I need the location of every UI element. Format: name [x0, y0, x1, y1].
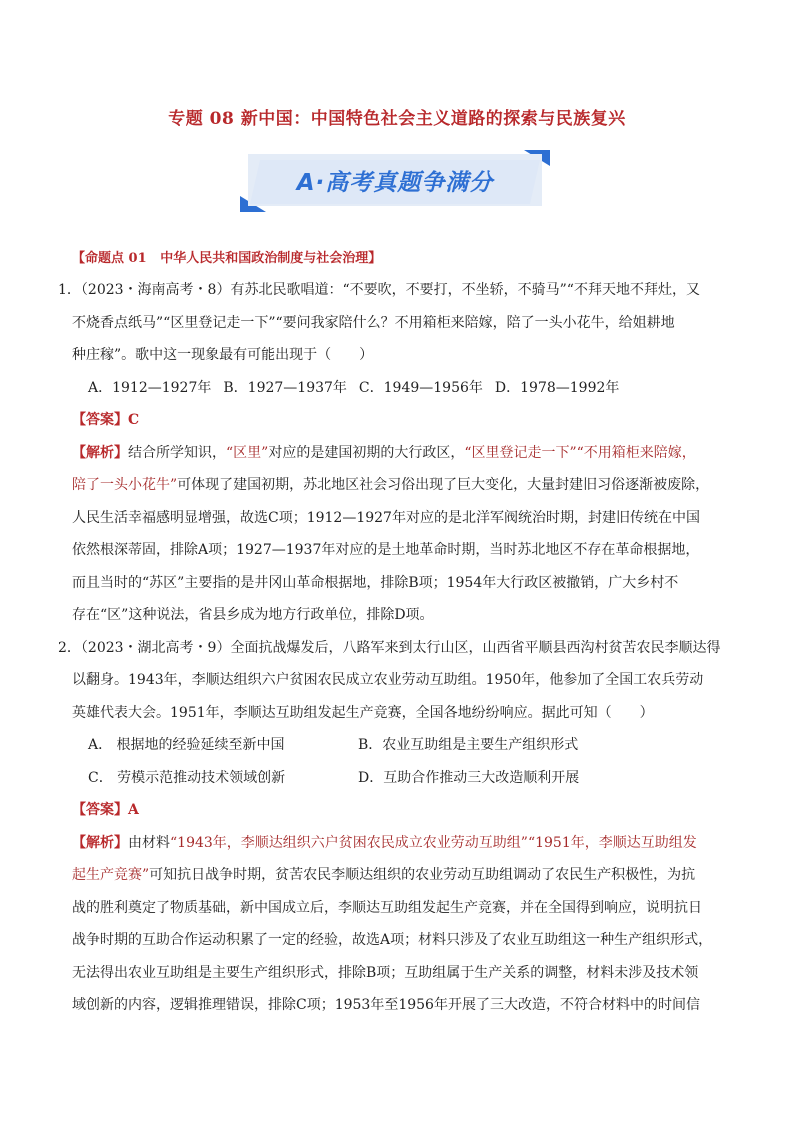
question-1-stem-line2: 不烧香点纸马”“区里登记走一下”“要问我家陪什么？不用箱柜来陪嫁，陪了一头小花牛，给姐耕地	[72, 314, 675, 331]
question-1-stem-line3: 种庄稼”。歌中这一现象最有可能出现于（ ）	[72, 347, 374, 363]
bracket-open: 【	[72, 251, 86, 266]
question-1-analysis	[72, 437, 732, 632]
analysis-label: 【解析】	[72, 444, 128, 461]
question-text: 有苏北民歌唱道：“不要吹，不要打，不坐轿，不骑马”“不拜天地不拜灶，又	[230, 282, 700, 298]
option-d: D．互助合作推动三大改造顺利开展	[358, 769, 580, 786]
question-2-stem-line2: 以翻身。1943年，李顺达组织六户贫困农民成立农业劳动互助组。1950年，他参加了全国工农兵劳动	[72, 672, 704, 688]
question-number: 2．	[58, 639, 81, 656]
analysis-text: 无法得出农业互助组是主要生产组织形式，排除B项；互助组属于生产关系的调整，材料未涉及技术领	[72, 964, 699, 981]
document-title: 专题 08 新中国：中国特色社会主义道路的探索与民族复兴	[168, 109, 626, 129]
analysis-text: 战争时期的互助合作运动积累了一定的经验，故选A项；材料只涉及了农业互助组这一种生产组织形式，	[72, 932, 713, 948]
analysis-text: 由材料	[128, 834, 170, 851]
option-b: B．1927—1937年	[223, 379, 347, 396]
question-text: 全面抗战爆发后，八路军来到太行山区，山西省平顺县西沟村贫苦农民李顺达得	[230, 639, 721, 656]
answer-value: C	[128, 412, 140, 428]
analysis-text: 可知抗日战争时期，贫苦农民李顺达组织的农业劳动互助组调动了农民生产积极性，为抗	[149, 867, 696, 883]
analysis-quote: “区里登记走一下”“不用箱柜来陪嫁，	[464, 444, 696, 461]
option-d: D．1978—1992年	[494, 379, 620, 396]
analysis-quote: “区里”	[226, 444, 269, 461]
analysis-text: 可体现了建国初期，苏北地区社会习俗出现了巨大变化，大量封建旧习俗逐渐被废除，	[177, 477, 710, 493]
banner-text: A·高考真题争满分	[296, 170, 494, 196]
question-2-stem	[58, 632, 732, 665]
section-banner	[240, 150, 550, 212]
answer-value: A	[128, 802, 139, 818]
analysis-text: 存在“区”这种说法，省县乡成为地方行政单位，排除D项。	[72, 607, 434, 623]
section-header	[72, 244, 732, 274]
option-a: A．1912—1927年	[88, 379, 212, 396]
answer-label: 【答案】	[72, 802, 128, 818]
analysis-label: 【解析】	[72, 834, 128, 851]
bracket-close: 】	[368, 251, 382, 266]
analysis-text: 结合所学知识，	[128, 444, 226, 461]
analysis-text: 战的胜利奠定了物质基础，新中国成立后，李顺达互助组发起生产竞赛，并在全国得到响应，说明抗日	[72, 899, 702, 916]
question-2-answer	[72, 794, 732, 827]
analysis-text: 依然根深蒂固，排除A项；1927—1937年对应的是土地革命时期，当时苏北地区不存在革命根据地，	[72, 542, 700, 558]
question-1	[58, 274, 732, 372]
question-2-analysis	[72, 827, 732, 1022]
analysis-text: 而且当时的“苏区”主要指的是井冈山革命根据地，排除B项；1954年大行政区被撤销，广大乡村不	[72, 574, 679, 591]
analysis-text: 人民生活幸福感明显增强，故选C项；1912—1927年对应的是北洋军阀统治时期，封建旧传统在中国	[72, 509, 700, 526]
question-1-answer	[72, 404, 732, 437]
document-body	[58, 244, 732, 1022]
question-1-options	[72, 372, 732, 405]
option-b: B．农业互助组是主要生产组织形式	[358, 737, 579, 753]
analysis-quote: “1943年，李顺达组织六户贫困农民成立农业劳动互助组”“1951年，李顺达互助组发	[170, 834, 697, 851]
analysis-quote: 陪了一头小花牛”	[72, 477, 178, 493]
analysis-text: 对应的是建国初期的大行政区，	[268, 444, 465, 461]
question-1-stem	[58, 274, 732, 307]
analysis-text: 域创新的内容，逻辑推理错误，排除C项；1953年至1956年开展了三大改造，不符合材料中的时间信	[72, 997, 700, 1013]
question-source: （2023・海南高考・8）	[80, 282, 231, 298]
question-2-stem-line3: 英雄代表大会。1951年，李顺达互助组发起生产竞赛，全国各地纷纷响应。据此可知（ ）	[72, 704, 654, 721]
section-label: 命题点 01	[85, 251, 147, 266]
question-number: 1．	[58, 282, 81, 298]
question-2-options	[72, 729, 732, 794]
option-c: C．1949—1956年	[358, 379, 483, 396]
analysis-quote: 起生产竞赛”	[72, 867, 150, 883]
option-a: A． 根据地的经验延续至新中国	[88, 737, 285, 753]
section-name: 中华人民共和国政治制度与社会治理	[160, 251, 369, 266]
answer-label: 【答案】	[72, 412, 128, 428]
option-c: C． 劳模示范推动技术领域创新	[88, 769, 286, 786]
question-2	[58, 632, 732, 730]
question-source: （2023・湖北高考・9）	[80, 639, 231, 656]
